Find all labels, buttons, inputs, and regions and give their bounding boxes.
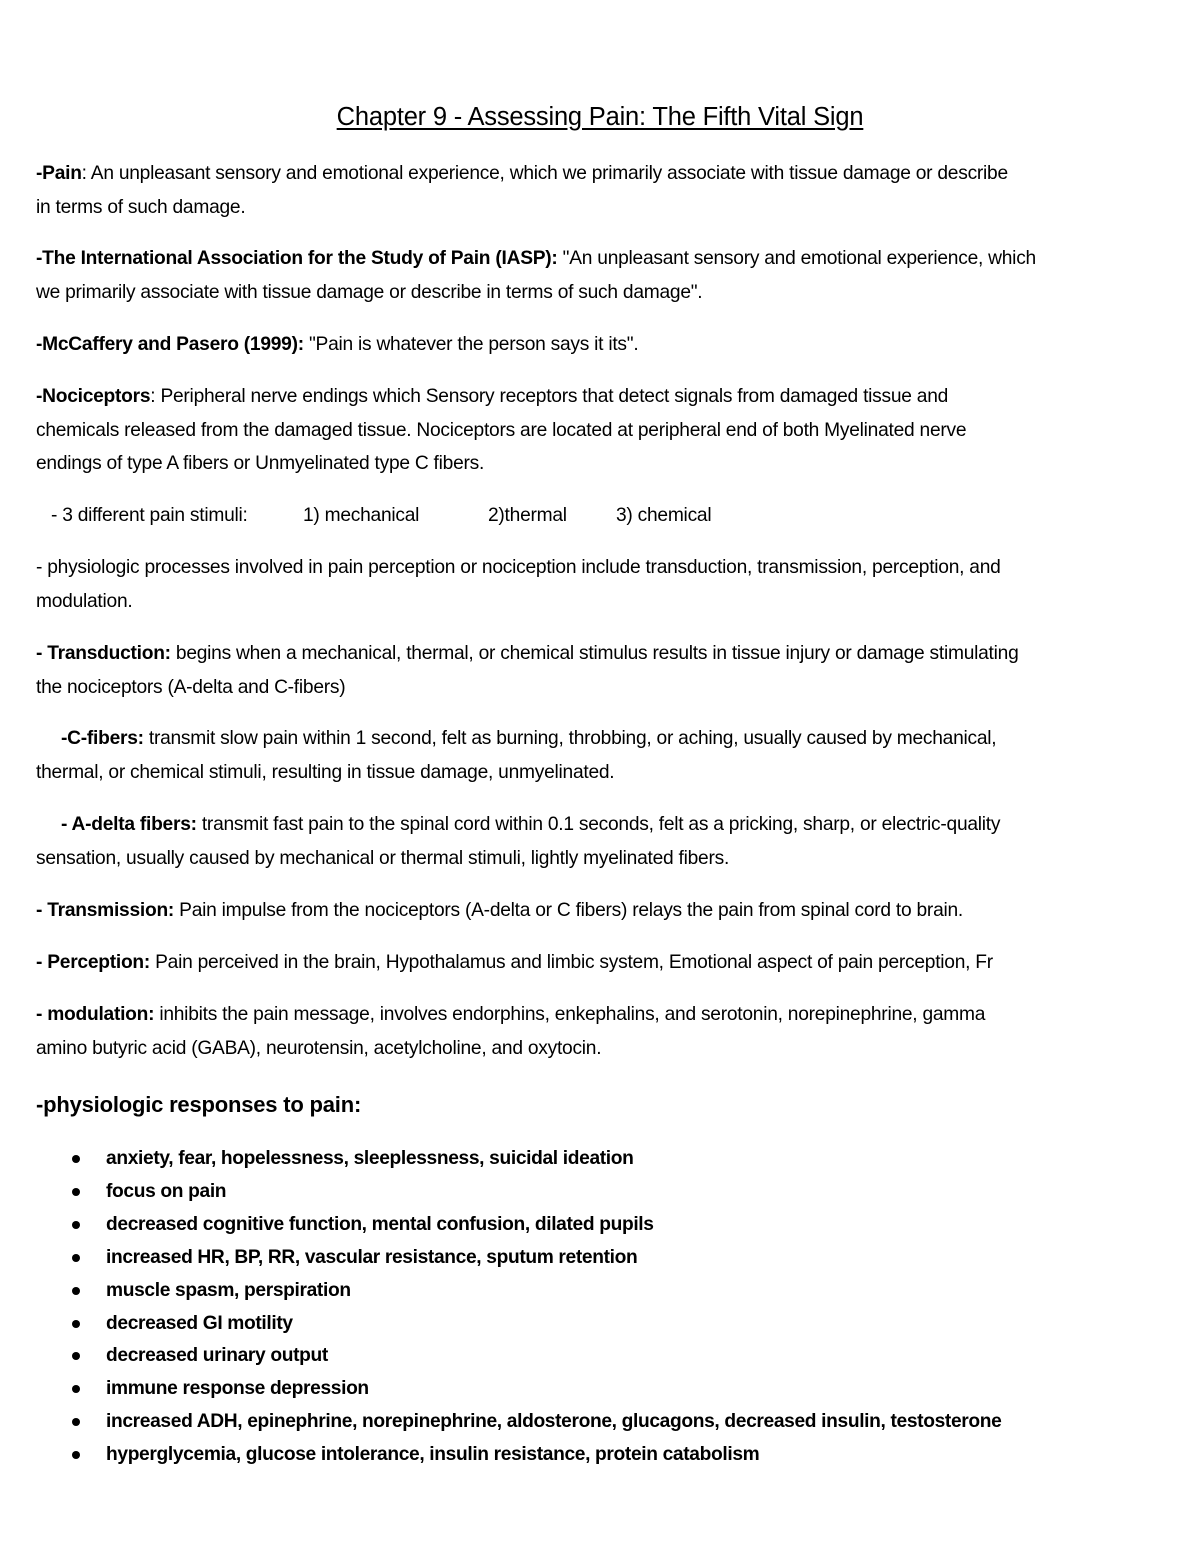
- stimuli-lead: - 3 different pain stimuli:: [51, 505, 248, 526]
- stimulus-mechanical: 1) mechanical: [303, 505, 420, 526]
- paragraph-text: modulation.: [36, 590, 133, 612]
- definition-pain: [36, 157, 1166, 224]
- definition-modulation: [36, 998, 1166, 1065]
- bullet-icon: [72, 1352, 80, 1360]
- bullet-icon: [72, 1254, 80, 1262]
- definition-text: amino butyric acid (GABA), neurotensin, acetylcholine, and oxytocin.: [36, 1037, 602, 1059]
- definition-text: endings of type A fibers or Unmyelinated type C fibers.: [36, 453, 485, 474]
- definition-iasp: [36, 242, 1166, 309]
- definition-mccaffery: [36, 328, 1166, 362]
- definition-text: Pain impulse from the nociceptors (A-delta or C fibers) relays the pain from spinal cord to brain.: [174, 900, 964, 921]
- paragraph-text: - physiologic processes involved in pain perception or nociception include transduction, transmission, perception, and: [36, 557, 1001, 578]
- definition-text: inhibits the pain message, involves endorphins, enkephalins, and serotonin, norepinephrine, gamma: [154, 1004, 986, 1025]
- bullet-icon: [72, 1418, 80, 1426]
- physiologic-processes: [36, 551, 1166, 618]
- list-item: [36, 1275, 1001, 1308]
- list-item: [36, 1242, 1001, 1275]
- bullet-icon: [72, 1221, 80, 1229]
- list-item-text: focus on pain: [106, 1180, 227, 1202]
- list-item-text: immune response depression: [106, 1378, 369, 1400]
- term-label: -Pain: [36, 163, 82, 184]
- definition-text: we primarily associate with tissue damage or describe in terms of such damage".: [36, 281, 703, 303]
- definition-text: Pain perceived in the brain, Hypothalamus and limbic system, Emotional aspect of pain perception, Fr: [150, 952, 993, 973]
- definition-text: thermal, or chemical stimuli, resulting in tissue damage, unmyelinated.: [36, 761, 615, 783]
- definition-transduction: [36, 637, 1166, 704]
- definition-transmission: [36, 894, 1166, 928]
- definition-text: : An unpleasant sensory and emotional experience, which we primarily associate with tissue damage or describe: [81, 163, 1008, 184]
- definition-nociceptors: [36, 380, 1166, 481]
- list-item-text: hyperglycemia, glucose intolerance, insulin resistance, protein catabolism: [106, 1444, 760, 1466]
- list-item: [36, 1439, 1001, 1472]
- definition-text: "Pain is whatever the person says it its".: [303, 334, 639, 355]
- definition-text: the nociceptors (A-delta and C-fibers): [36, 676, 346, 698]
- definition-text: sensation, usually caused by mechanical or thermal stimuli, lightly myelinated fibers.: [36, 847, 730, 869]
- list-item: [36, 1308, 1001, 1341]
- bullet-icon: [72, 1385, 80, 1393]
- term-label: - Perception:: [36, 952, 151, 973]
- term-label: - A-delta fibers:: [61, 814, 197, 835]
- list-item: [36, 1373, 1001, 1406]
- list-item-text: muscle spasm, perspiration: [106, 1279, 351, 1301]
- list-item-text: decreased cognitive function, mental confusion, dilated pupils: [106, 1213, 654, 1235]
- definition-text: : Peripheral nerve endings which Sensory receptors that detect signals from damaged tissue and: [150, 386, 949, 407]
- responses-list: [36, 1143, 1001, 1472]
- term-label: - modulation:: [36, 1004, 155, 1025]
- bullet-icon: [72, 1155, 80, 1163]
- term-label: -McCaffery and Pasero (1999):: [36, 334, 304, 355]
- term-label: - Transduction:: [36, 643, 171, 664]
- definition-text: "An unpleasant sensory and emotional experience, which: [557, 248, 1036, 269]
- list-item: [36, 1340, 1001, 1373]
- list-item-text: anxiety, fear, hopelessness, sleeplessness, suicidal ideation: [106, 1148, 634, 1169]
- stimulus-thermal: 2)thermal: [488, 505, 567, 526]
- list-item-text: decreased urinary output: [106, 1345, 328, 1367]
- term-label: - Transmission:: [36, 900, 175, 921]
- bullet-icon: [72, 1320, 80, 1328]
- definition-perception: [36, 946, 1166, 980]
- term-label: -C-fibers:: [61, 728, 144, 749]
- definition-text: transmit fast pain to the spinal cord within 0.1 seconds, felt as a pricking, sharp, or electric-quality: [196, 814, 1001, 835]
- definition-c-fibers: [36, 722, 1166, 789]
- bullet-icon: [72, 1451, 80, 1459]
- list-item: [36, 1143, 1001, 1176]
- list-item: [36, 1176, 1001, 1209]
- term-label: -Nociceptors: [36, 386, 151, 407]
- bullet-icon: [72, 1287, 80, 1295]
- stimulus-chemical: 3) chemical: [616, 505, 712, 526]
- definition-text: begins when a mechanical, thermal, or chemical stimulus results in tissue injury or damage stimulating: [170, 643, 1019, 664]
- list-item-text: increased ADH, epinephrine, norepinephrine, aldosterone, glucagons, decreased insulin, testosterone: [106, 1411, 1002, 1433]
- definition-a-delta-fibers: [36, 808, 1166, 875]
- term-label: -The International Association for the Study of Pain (IASP):: [36, 248, 558, 269]
- list-item: [36, 1209, 1001, 1242]
- list-item-text: increased HR, BP, RR, vascular resistance, sputum retention: [106, 1246, 638, 1268]
- list-item: [36, 1406, 1001, 1439]
- list-item-text: decreased GI motility: [106, 1312, 293, 1334]
- definition-text: chemicals released from the damaged tissue. Nociceptors are located at peripheral end of both Myelinated nerve: [36, 419, 967, 441]
- definition-text: in terms of such damage.: [36, 196, 246, 218]
- section-heading-responses: -physiologic responses to pain:: [36, 1092, 362, 1117]
- definition-text: transmit slow pain within 1 second, felt as burning, throbbing, or aching, usually caused by mechanical,: [143, 728, 997, 749]
- page-title: Chapter 9 - Assessing Pain: The Fifth Vital Sign: [336, 103, 864, 131]
- bullet-icon: [72, 1188, 80, 1196]
